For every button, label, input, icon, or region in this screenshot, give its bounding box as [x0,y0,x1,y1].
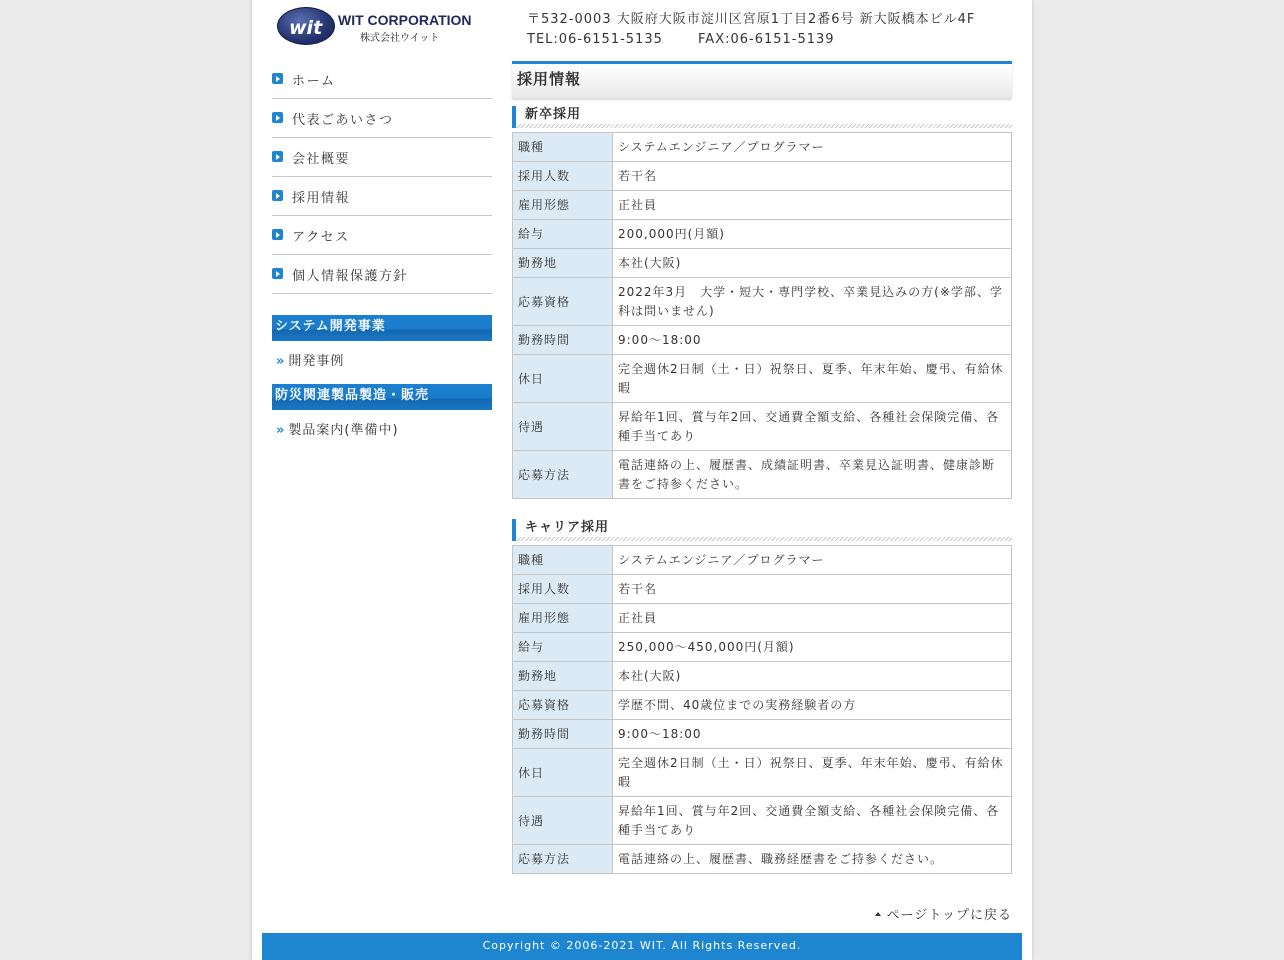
sidebar-item-label: 採用情報 [292,190,351,206]
sidebar-link-products[interactable] [276,419,399,438]
sidebar-item-greeting[interactable] [272,99,492,138]
arrow-right-icon [272,112,283,123]
sidebar-item-label: 代表ごあいさつ [292,112,394,128]
arrow-up-icon [875,912,881,916]
row-value: 9:00～18:00 [613,720,1012,749]
sidebar-nav [272,60,492,294]
row-key: 応募方法 [513,845,613,874]
row-value: 若干名 [613,575,1012,604]
table-row [513,355,1012,403]
table-row [513,575,1012,604]
page-container [252,0,1032,960]
tel-number: TEL:06-6151-5135 [527,32,663,47]
row-key: 応募資格 [513,691,613,720]
table-row [513,403,1012,451]
copyright-text: Copyright © 2006-2021 WIT. All Rights Reserved. [482,939,802,952]
row-value: 電話連絡の上、履歴書、職務経歴書をご持参ください。 [613,845,1012,874]
row-key: 雇用形態 [513,191,613,220]
row-value: 完全週休2日制（土・日）祝祭日、夏季、年末年始、慶弔、有給休暇 [613,355,1012,403]
row-value: 若干名 [613,162,1012,191]
table-row [513,691,1012,720]
table-row [513,633,1012,662]
row-key: 応募資格 [513,278,613,326]
table-row [513,326,1012,355]
row-value: 学歴不問、40歳位までの実務経験者の方 [613,691,1012,720]
logo-name-en: WIT CORPORATION [338,12,472,28]
row-key: 休日 [513,355,613,403]
sidebar-item-company[interactable] [272,138,492,177]
table-row [513,278,1012,326]
logo-name-ja: 株式会社ウイット [360,33,440,44]
sidebar-item-privacy[interactable] [272,255,492,294]
section-heading-career: キャリア採用 [512,519,1012,541]
row-key: 雇用形態 [513,604,613,633]
row-key: 休日 [513,749,613,797]
arrow-right-icon [272,229,283,240]
row-key: 応募方法 [513,451,613,499]
sidebar-link-label: 製品案内(準備中) [288,423,399,438]
sidebar-link-dev-cases[interactable] [276,350,344,369]
footer [262,933,1022,960]
contact-line [527,30,975,50]
row-value: 250,000～450,000円(月額) [613,633,1012,662]
arrow-right-icon [272,73,283,84]
sidebar-item-label: 個人情報保護方針 [292,268,409,284]
row-value: 9:00～18:00 [613,326,1012,355]
sidebar-item-label: ホーム [292,73,336,89]
table-row [513,797,1012,845]
sidebar-item-home[interactable] [272,60,492,99]
sidebar-section-heading: システム開発事業 [272,315,492,341]
table-row [513,249,1012,278]
logo-mark-text: wit [289,17,323,39]
table-row [513,133,1012,162]
career-table [512,545,1012,874]
row-key: 職種 [513,133,613,162]
company-address [527,10,975,50]
new-grad-table [512,132,1012,499]
row-value: 正社員 [613,191,1012,220]
table-row [513,720,1012,749]
sidebar-item-label: 会社概要 [292,151,351,167]
logo-mark [277,7,335,45]
double-chevron-icon: » [276,423,286,438]
row-key: 給与 [513,220,613,249]
sidebar-section-heading: 防災関連製品製造・販売 [272,384,492,410]
table-row [513,220,1012,249]
table-row [513,162,1012,191]
fax-number: FAX:06-6151-5139 [698,32,835,47]
table-row [513,546,1012,575]
row-key: 勤務時間 [513,720,613,749]
row-key: 給与 [513,633,613,662]
company-logo[interactable] [274,4,482,44]
row-key: 採用人数 [513,162,613,191]
row-value: 完全週休2日制（土・日）祝祭日、夏季、年末年始、慶弔、有給休暇 [613,749,1012,797]
arrow-right-icon [272,268,283,279]
row-key: 待遇 [513,403,613,451]
row-value: 電話連絡の上、履歴書、成績証明書、卒業見込証明書、健康診断書をご持参ください。 [613,451,1012,499]
sidebar-link-label: 開発事例 [288,354,345,369]
row-value: 昇給年1回、賞与年2回、交通費全額支給、各種社会保険完備、各種手当てあり [613,403,1012,451]
row-value: 2022年3月 大学・短大・専門学校、卒業見込みの方(※学部、学科は問いません) [613,278,1012,326]
sidebar-item-recruit[interactable] [272,177,492,216]
section-heading-new-grad: 新卒採用 [512,106,1012,128]
row-value: 200,000円(月額) [613,220,1012,249]
table-row [513,845,1012,874]
row-key: 勤務地 [513,662,613,691]
row-key: 採用人数 [513,575,613,604]
row-value: 本社(大阪) [613,249,1012,278]
row-key: 勤務時間 [513,326,613,355]
address-line: 〒532-0003 大阪府大阪市淀川区宮原1丁目2番6号 新大阪橋本ビル4F [527,12,976,27]
table-row [513,451,1012,499]
row-value: システムエンジニア／プログラマー [613,546,1012,575]
double-chevron-icon: » [276,354,286,369]
career-section [512,519,1012,874]
table-row [513,604,1012,633]
row-value: 本社(大阪) [613,662,1012,691]
page-top-link[interactable] [872,904,1012,923]
row-value: 正社員 [613,604,1012,633]
table-row [513,662,1012,691]
table-row [513,749,1012,797]
page-top-label: ページトップに戻る [886,908,1012,923]
table-row [513,191,1012,220]
sidebar-item-access[interactable] [272,216,492,255]
row-key: 待遇 [513,797,613,845]
arrow-right-icon [272,190,283,201]
page-title: 採用情報 [512,61,1012,98]
row-key: 職種 [513,546,613,575]
row-key: 勤務地 [513,249,613,278]
row-value: システムエンジニア／プログラマー [613,133,1012,162]
sidebar-item-label: アクセス [292,229,350,245]
arrow-right-icon [272,151,283,162]
main-content [512,61,1012,874]
row-value: 昇給年1回、賞与年2回、交通費全額支給、各種社会保険完備、各種手当てあり [613,797,1012,845]
